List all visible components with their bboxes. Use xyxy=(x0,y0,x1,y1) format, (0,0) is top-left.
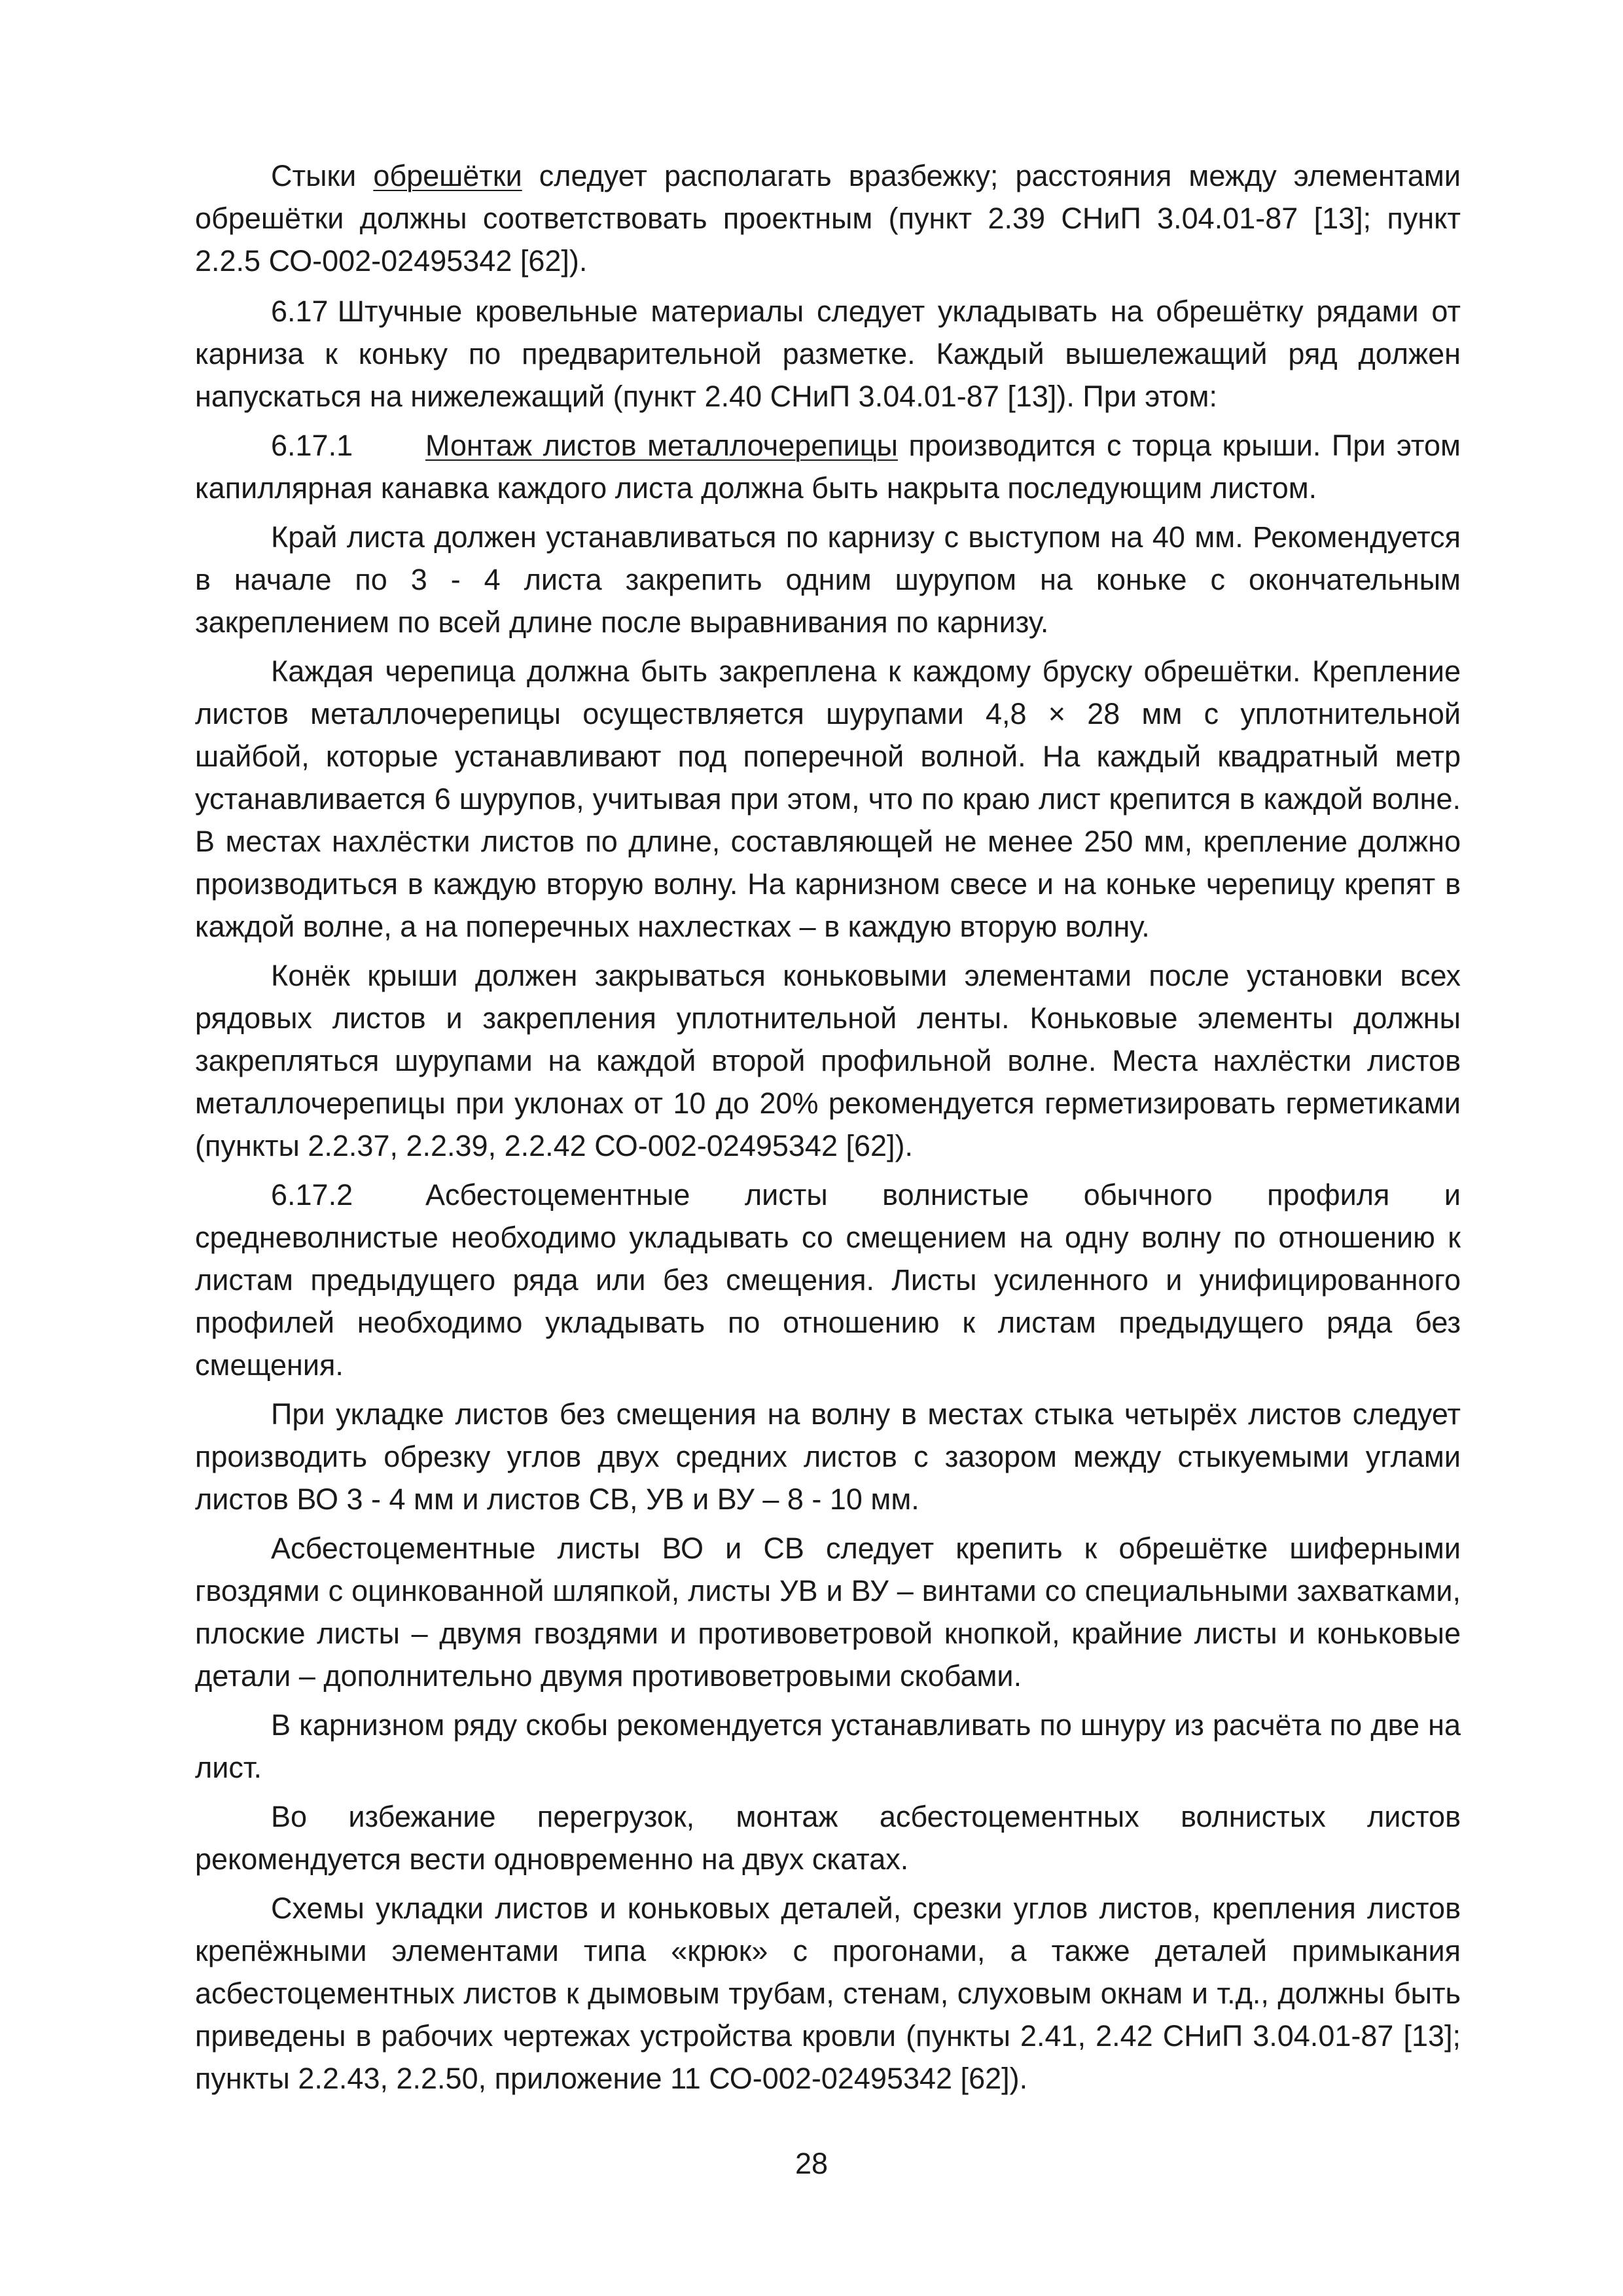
paragraph-joints-lathing xyxy=(195,154,1461,282)
paragraph-eaves-row: В карнизном ряду скобы рекомендуется устанавливать по шнуру из расчёта по две на лист. xyxy=(195,1708,1461,1784)
paragraph-text: следует располагать вразбежку; расстояния между элементами обрешётки должны соответствовать проектным (пункт 2.39 СНиП 3.04.01-87 [13]; пункт 2.2.5 СО-002-02495342 [62]). xyxy=(195,159,1461,278)
clause-number: 6.17 xyxy=(271,295,329,328)
paragraph-text: Штучные кровельные материалы следует укладывать на обрешётку рядами от карниза к коньку по предварительной разметке. Каждый вышележащий ряд должен напускаться на нижележащий (пункт 2.40 СНиП 3.04.01-87 [13]). При этом: xyxy=(195,295,1461,413)
clause-number: 6.17.2 xyxy=(271,1178,353,1211)
paragraph-6-17-2 xyxy=(195,1174,1461,1386)
paragraph-sheet-edge: Край листа должен устанавливаться по карнизу с выступом на 40 мм. Рекомендуется в начале по 3 - 4 листа закрепить одним шурупом на коньке с окончательным закреплением по всей длине после выравнивания по карнизу. xyxy=(195,520,1461,639)
paragraph-text: Стыки xyxy=(271,159,374,192)
paragraph-text: Асбестоцементные листы волнистые обычного профиля и средневолнистые необходимо укладывать со смещением на одну волну по отношению к листам предыдущего ряда или без смещения. Листы усиленного и унифицированного профилей необходимо укладывать по отношению к листам предыдущего ряда без смещения. xyxy=(195,1178,1461,1382)
paragraph-6-17 xyxy=(195,290,1461,418)
clause-number: 6.17.1 xyxy=(271,429,353,462)
underlined-term-lathing: обрешётки xyxy=(373,159,522,192)
document-body xyxy=(195,154,1461,2106)
paragraph-laying-no-offset: При укладке листов без смещения на волну в местах стыка четырёх листов следует производить обрезку углов двух средних листов с зазором между стыкуемыми углами листов ВО 3 - 4 мм и листов СВ, УВ и ВУ – 8 - 10 мм. xyxy=(195,1397,1461,1516)
paragraph-6-17-1 xyxy=(195,424,1461,509)
paragraph-overload: Во избежание перегрузок, монтаж асбестоцементных волнистых листов рекомендуется вести одновременно на двух скатах. xyxy=(195,1800,1461,1876)
paragraph-schemes: Схемы укладки листов и коньковых деталей, срезки углов листов, крепления листов крепёжными элементами типа «крюк» с прогонами, а также деталей примыкания асбестоцементных листов к дымовым трубам, стенам, слуховым окнам и т.д., должны быть приведены в рабочих чертежах устройства кровли (пункты 2.41, 2.42 СНиП 3.04.01-87 [13]; пункты 2.2.43, 2.2.50, приложение 11 СО-002-02495342 [62]). xyxy=(195,1892,1461,2095)
paragraph-ridge: Конёк крыши должен закрываться коньковыми элементами после установки всех рядовых листов и закрепления уплотнительной ленты. Коньковые элементы должны закрепляться шурупами на каждой второй профильной волне. Места нахлёстки листов металлочерепицы при уклонах от 10 до 20% рекомендуется герметизировать герметиками (пункты 2.2.37, 2.2.39, 2.2.42 СО-002-02495342 [62]). xyxy=(195,959,1461,1162)
paragraph-asbestos-fastening: Асбестоцементные листы ВО и СВ следует крепить к обрешётке шиферными гвоздями с оцинкованной шляпкой, листы УВ и ВУ – винтами со специальными захватками, плоские листы – двумя гвоздями и противоветровой кнопкой, крайние листы и коньковые детали – дополнительно двумя противоветровыми скобами. xyxy=(195,1532,1461,1693)
paragraph-text: производится с торца крыши. При этом капиллярная канавка каждого листа должна быть накрыта последующим листом. xyxy=(195,429,1461,505)
paragraph-tile-fastening: Каждая черепица должна быть закреплена к каждому бруску обрешётки. Крепление листов металлочерепицы осуществляется шурупами 4,8 × 28 мм с уплотнительной шайбой, которые устанавливают под поперечной волной. На каждый квадратный метр устанавливается 6 шурупов, учитывая при этом, что по краю лист крепится в каждой волне. В местах нахлёстки листов по длине, составляющей не менее 250 мм, крепление должно производиться в каждую вторую волну. На карнизном свесе и на коньке черепицу крепят в каждой волне, а на поперечных нахлестках – в каждую вторую волну. xyxy=(195,655,1461,943)
page-number: 28 xyxy=(794,2147,829,2180)
underlined-term-metal-tile: Монтаж листов металлочерепицы xyxy=(425,429,898,462)
